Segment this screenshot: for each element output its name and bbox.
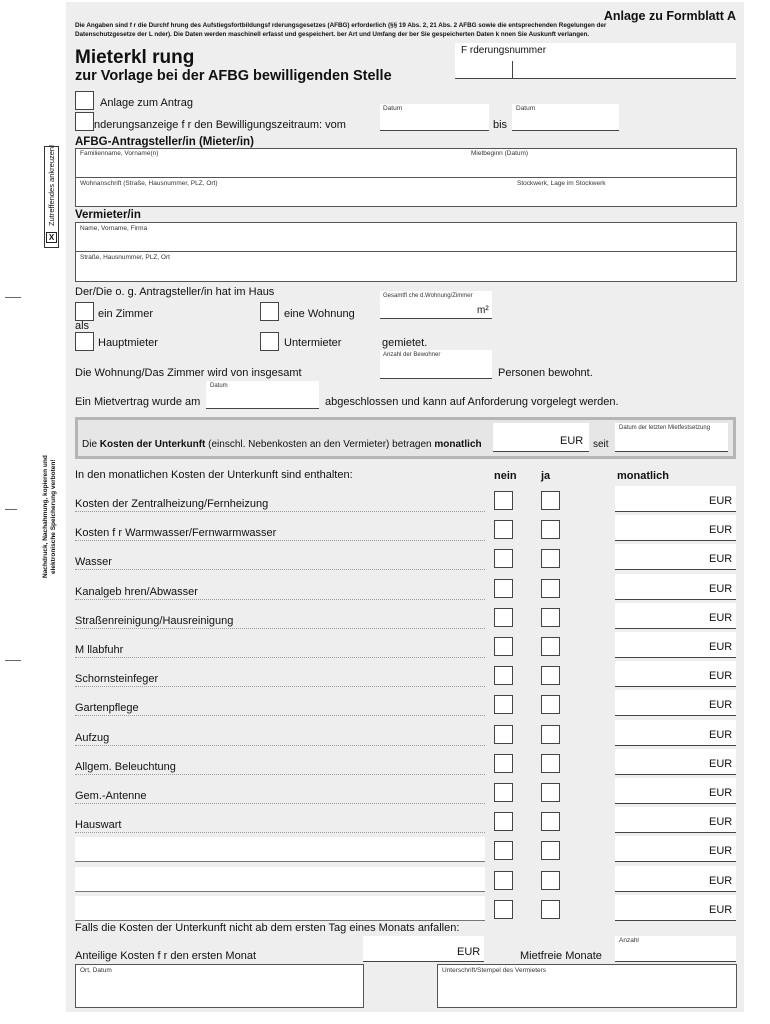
monthly-amount-underline	[615, 861, 736, 862]
applicant-section-title: AFBG-Antragsteller/in (Mieter/in)	[75, 136, 254, 148]
seit-label: seit	[593, 439, 609, 450]
ja-checkbox[interactable]	[541, 812, 560, 831]
nein-checkbox[interactable]	[494, 900, 513, 919]
date-from-underline	[380, 130, 489, 131]
monthly-amount-eur: EUR	[709, 583, 733, 595]
ja-checkbox[interactable]	[541, 871, 560, 890]
monthly-amount-eur: EUR	[709, 524, 733, 536]
nein-checkbox[interactable]	[494, 608, 513, 627]
landlord-address-field[interactable]	[75, 251, 737, 282]
cost-row-line	[75, 861, 485, 862]
nein-checkbox[interactable]	[494, 637, 513, 656]
rental-intro: Der/Die o. g. Antragsteller/in hat im Haus	[75, 286, 275, 298]
zimmer-checkbox[interactable]	[75, 302, 94, 321]
nein-checkbox[interactable]	[494, 520, 513, 539]
falls-text: Falls die Kosten der Unterkunft nicht ab dem ersten Tag eines Monats anfallen:	[75, 922, 460, 934]
ja-checkbox[interactable]	[541, 608, 560, 627]
cost-row-line	[75, 628, 485, 629]
page-title: Mieterkl rung	[75, 47, 195, 68]
nein-checkbox[interactable]	[494, 491, 513, 510]
monthly-amount-eur: EUR	[709, 816, 733, 828]
cost-row-label: M llabfuhr	[75, 644, 124, 656]
foerderungsnummer-divider	[512, 61, 513, 79]
hauptmieter-checkbox[interactable]	[75, 332, 94, 351]
ja-checkbox[interactable]	[541, 725, 560, 744]
vertrag-outro: abgeschlossen und kann auf Anforderung vorgelegt werden.	[325, 396, 619, 408]
gemietet-label: gemietet.	[382, 337, 428, 349]
monthly-amount-eur: EUR	[709, 787, 733, 799]
cost-row-label: Kosten der Zentralheizung/Fernheizung	[75, 498, 269, 510]
anlage-label: Anlage zum Antrag	[100, 97, 193, 109]
ja-checkbox[interactable]	[541, 549, 560, 568]
vertrag-intro: Ein Mietvertrag wurde am	[75, 396, 201, 408]
bis-label: bis	[493, 119, 508, 131]
monthly-amount-eur: EUR	[709, 758, 733, 770]
last-rent-date-label: Datum der letzten Mietfestsetzung	[619, 425, 711, 431]
aenderung-checkbox[interactable]	[75, 112, 94, 131]
monthly-amount-underline	[615, 628, 736, 629]
copyright-line2: elektronische Speicherung verboten!	[50, 459, 57, 574]
cost-row-label: Wasser	[75, 556, 112, 568]
anlage-checkbox[interactable]	[75, 91, 94, 110]
cost-row-label: Hauswart	[75, 819, 122, 831]
wohnung-label: eine Wohnung	[284, 308, 355, 320]
bewohnt-intro: Die Wohnung/Das Zimmer wird von insgesamt	[75, 367, 302, 379]
cost-row-label: Schornsteinfeger	[75, 673, 159, 685]
nein-checkbox[interactable]	[494, 754, 513, 773]
monthly-amount-eur: EUR	[709, 699, 733, 711]
nein-checkbox[interactable]	[494, 841, 513, 860]
custom-cost-field[interactable]	[75, 867, 485, 891]
monthly-amount-eur: EUR	[709, 904, 733, 916]
ja-checkbox[interactable]	[541, 579, 560, 598]
monthly-amount-underline	[615, 657, 736, 658]
nein-checkbox[interactable]	[494, 666, 513, 685]
form-tag: Anlage zu Formblatt A	[603, 9, 736, 23]
cost-row-label: Allgem. Beleuchtung	[75, 761, 176, 773]
page-subtitle: zur Vorlage bei der AFBG bewilligenden Stelle	[75, 68, 392, 84]
als-label: als	[75, 320, 90, 332]
monthly-amount-underline	[615, 511, 736, 512]
ort-datum-field[interactable]	[75, 964, 364, 1008]
date-to-underline	[512, 130, 619, 131]
cost-row-line	[75, 511, 485, 512]
monthly-amount-underline	[615, 920, 736, 921]
aenderung-label: nderungsanzeige f r den Bewilligungszeitraum: vom	[94, 119, 346, 131]
nein-checkbox[interactable]	[494, 871, 513, 890]
anteilig-label: Anteilige Kosten f r den ersten Monat	[75, 950, 256, 962]
nein-checkbox[interactable]	[494, 695, 513, 714]
hauptmieter-label: Hauptmieter	[98, 337, 158, 349]
monthly-amount-underline	[615, 774, 736, 775]
punch-mark	[5, 509, 17, 510]
landlord-address-label: Straße, Hausnummer, PLZ, Ort	[80, 254, 170, 261]
anteilig-underline	[363, 961, 484, 962]
applicant-name-label: Familienname, Vorname(n)	[80, 150, 159, 157]
mietfrei-label: Mietfreie Monate	[520, 950, 602, 962]
flaeche-underline	[380, 318, 492, 319]
cost-row-line	[75, 832, 485, 833]
nein-checkbox[interactable]	[494, 812, 513, 831]
foerderungsnummer-underline	[455, 78, 736, 79]
ja-checkbox[interactable]	[541, 666, 560, 685]
cost-row-line	[75, 599, 485, 600]
monthly-amount-underline	[615, 686, 736, 687]
applicant-name-field[interactable]	[75, 148, 737, 179]
ja-checkbox[interactable]	[541, 754, 560, 773]
nein-checkbox[interactable]	[494, 549, 513, 568]
monthly-amount-eur: EUR	[709, 495, 733, 507]
untermieter-checkbox[interactable]	[260, 332, 279, 351]
monthly-amount-underline	[615, 745, 736, 746]
cost-row-line	[75, 774, 485, 775]
landlord-section-title: Vermieter/in	[75, 209, 141, 221]
landlord-name-field[interactable]	[75, 222, 737, 253]
ja-checkbox[interactable]	[541, 783, 560, 802]
monthly-amount-eur: EUR	[709, 612, 733, 624]
monthly-amount-underline	[615, 715, 736, 716]
ja-checkbox[interactable]	[541, 695, 560, 714]
bewohner-underline	[380, 378, 492, 379]
monthly-amount-eur: EUR	[709, 670, 733, 682]
nein-checkbox[interactable]	[494, 783, 513, 802]
cost-row-line	[75, 715, 485, 716]
cost-row-line	[75, 540, 485, 541]
landlord-name-label: Name, Vorname, Firma	[80, 225, 148, 232]
cost-row-line	[75, 803, 485, 804]
cost-row-line	[75, 745, 485, 746]
cost-row-line	[75, 920, 485, 921]
nein-checkbox[interactable]	[494, 725, 513, 744]
monthly-amount-eur: EUR	[709, 729, 733, 741]
monthly-amount-underline	[615, 832, 736, 833]
monthly-amount-underline	[615, 599, 736, 600]
ja-checkbox[interactable]	[541, 900, 560, 919]
cost-row-label: Kosten f r Warmwasser/Fernwarmwasser	[75, 527, 277, 539]
ja-checkbox[interactable]	[541, 491, 560, 510]
monthly-amount-eur: EUR	[709, 641, 733, 653]
mietfrei-underline	[615, 961, 736, 962]
col-ja-header: ja	[541, 470, 551, 482]
col-monatlich-header: monatlich	[617, 470, 669, 482]
breakdown-intro: In den monatlichen Kosten der Unterkunft sind enthalten:	[75, 469, 353, 481]
untermieter-label: Untermieter	[284, 337, 342, 349]
monthly-amount-underline	[615, 803, 736, 804]
punch-mark	[5, 297, 21, 298]
privacy-notice-line1: Die Angaben sind f r die Durchf hrung des Aufstiegsfortbildungsf rderungsgesetzes (AFBG) erforderlich (§§ 19 Abs. 2, 21 Abs. 2 AFBG sowie die entsprechenden Regelungen der	[75, 22, 607, 29]
last-rent-date-underline	[615, 451, 728, 452]
foerderungsnummer-label: F rderungsnummer	[461, 45, 547, 56]
custom-cost-field[interactable]	[75, 837, 485, 861]
nein-checkbox[interactable]	[494, 579, 513, 598]
checkbox-hint-text: Zutreffendes ankreuzen!	[47, 144, 56, 226]
monthly-cost-eur: EUR	[560, 435, 584, 447]
col-nein-header: nein	[494, 470, 517, 482]
monthly-amount-underline	[615, 569, 736, 570]
monthly-amount-eur: EUR	[709, 845, 733, 857]
anteilig-eur: EUR	[457, 946, 481, 958]
checkbox-hint-mark: X	[46, 232, 57, 243]
vertrag-date-label: Datum	[210, 383, 228, 389]
cost-row-line	[75, 686, 485, 687]
cost-row-label: Straßenreinigung/Hausreinigung	[75, 615, 234, 627]
floor-label: Stockwerk, Lage im Stockwerk	[517, 180, 606, 187]
wohnung-checkbox[interactable]	[260, 302, 279, 321]
copyright-line1: Nachdruck, Nachahmung, kopieren und	[42, 455, 49, 578]
monthly-amount-underline	[615, 891, 736, 892]
applicant-address-label: Wohnanschrift (Straße, Hausnummer, PLZ, Ort)	[80, 180, 218, 187]
ja-checkbox[interactable]	[541, 520, 560, 539]
cost-row-label: Kanalgeb hren/Abwasser	[75, 586, 198, 598]
mietbeginn-label: Mietbeginn (Datum)	[471, 150, 529, 157]
date-to-label: Datum	[516, 105, 536, 112]
personen-label: Personen bewohnt.	[498, 367, 593, 379]
punch-mark	[5, 660, 21, 661]
custom-cost-field[interactable]	[75, 896, 485, 920]
cost-row-label: Gartenpflege	[75, 702, 139, 714]
monthly-cost-underline	[493, 451, 589, 452]
vertrag-date-underline	[206, 408, 319, 409]
privacy-notice-line2: Datenschutzgesetze der L nder). Die Daten werden maschinell erfasst und gespeichert. ber Art und Umfang der ber Sie gespeicherten Daten k nnen Sie Auskunft verlangen.	[75, 31, 590, 38]
costs-banner-text: Die Kosten der Unterkunft (einschl. Nebenkosten an den Vermieter) betragen monatlich	[82, 439, 482, 450]
cost-row-line	[75, 657, 485, 658]
anzahl-label: Anzahl	[619, 937, 639, 944]
cost-row-line	[75, 891, 485, 892]
zimmer-label: ein Zimmer	[98, 308, 154, 320]
cost-row-label: Aufzug	[75, 732, 110, 744]
monthly-amount-eur: EUR	[709, 875, 733, 887]
ja-checkbox[interactable]	[541, 841, 560, 860]
ort-datum-label: Ort, Datum	[80, 967, 112, 974]
bewohner-label: Anzahl der Bewohner	[383, 352, 441, 358]
signature-label: Unterschrift/Stempel des Vermieters	[442, 967, 547, 974]
cost-row-label: Gem.-Antenne	[75, 790, 147, 802]
m2-unit: m²	[477, 305, 489, 316]
date-from-label: Datum	[383, 105, 403, 112]
monthly-amount-underline	[615, 540, 736, 541]
flaeche-label: Gesamtfl che d.Wohnung/Zimmer	[383, 293, 473, 299]
ja-checkbox[interactable]	[541, 637, 560, 656]
cost-row-line	[75, 569, 485, 570]
monthly-amount-eur: EUR	[709, 553, 733, 565]
